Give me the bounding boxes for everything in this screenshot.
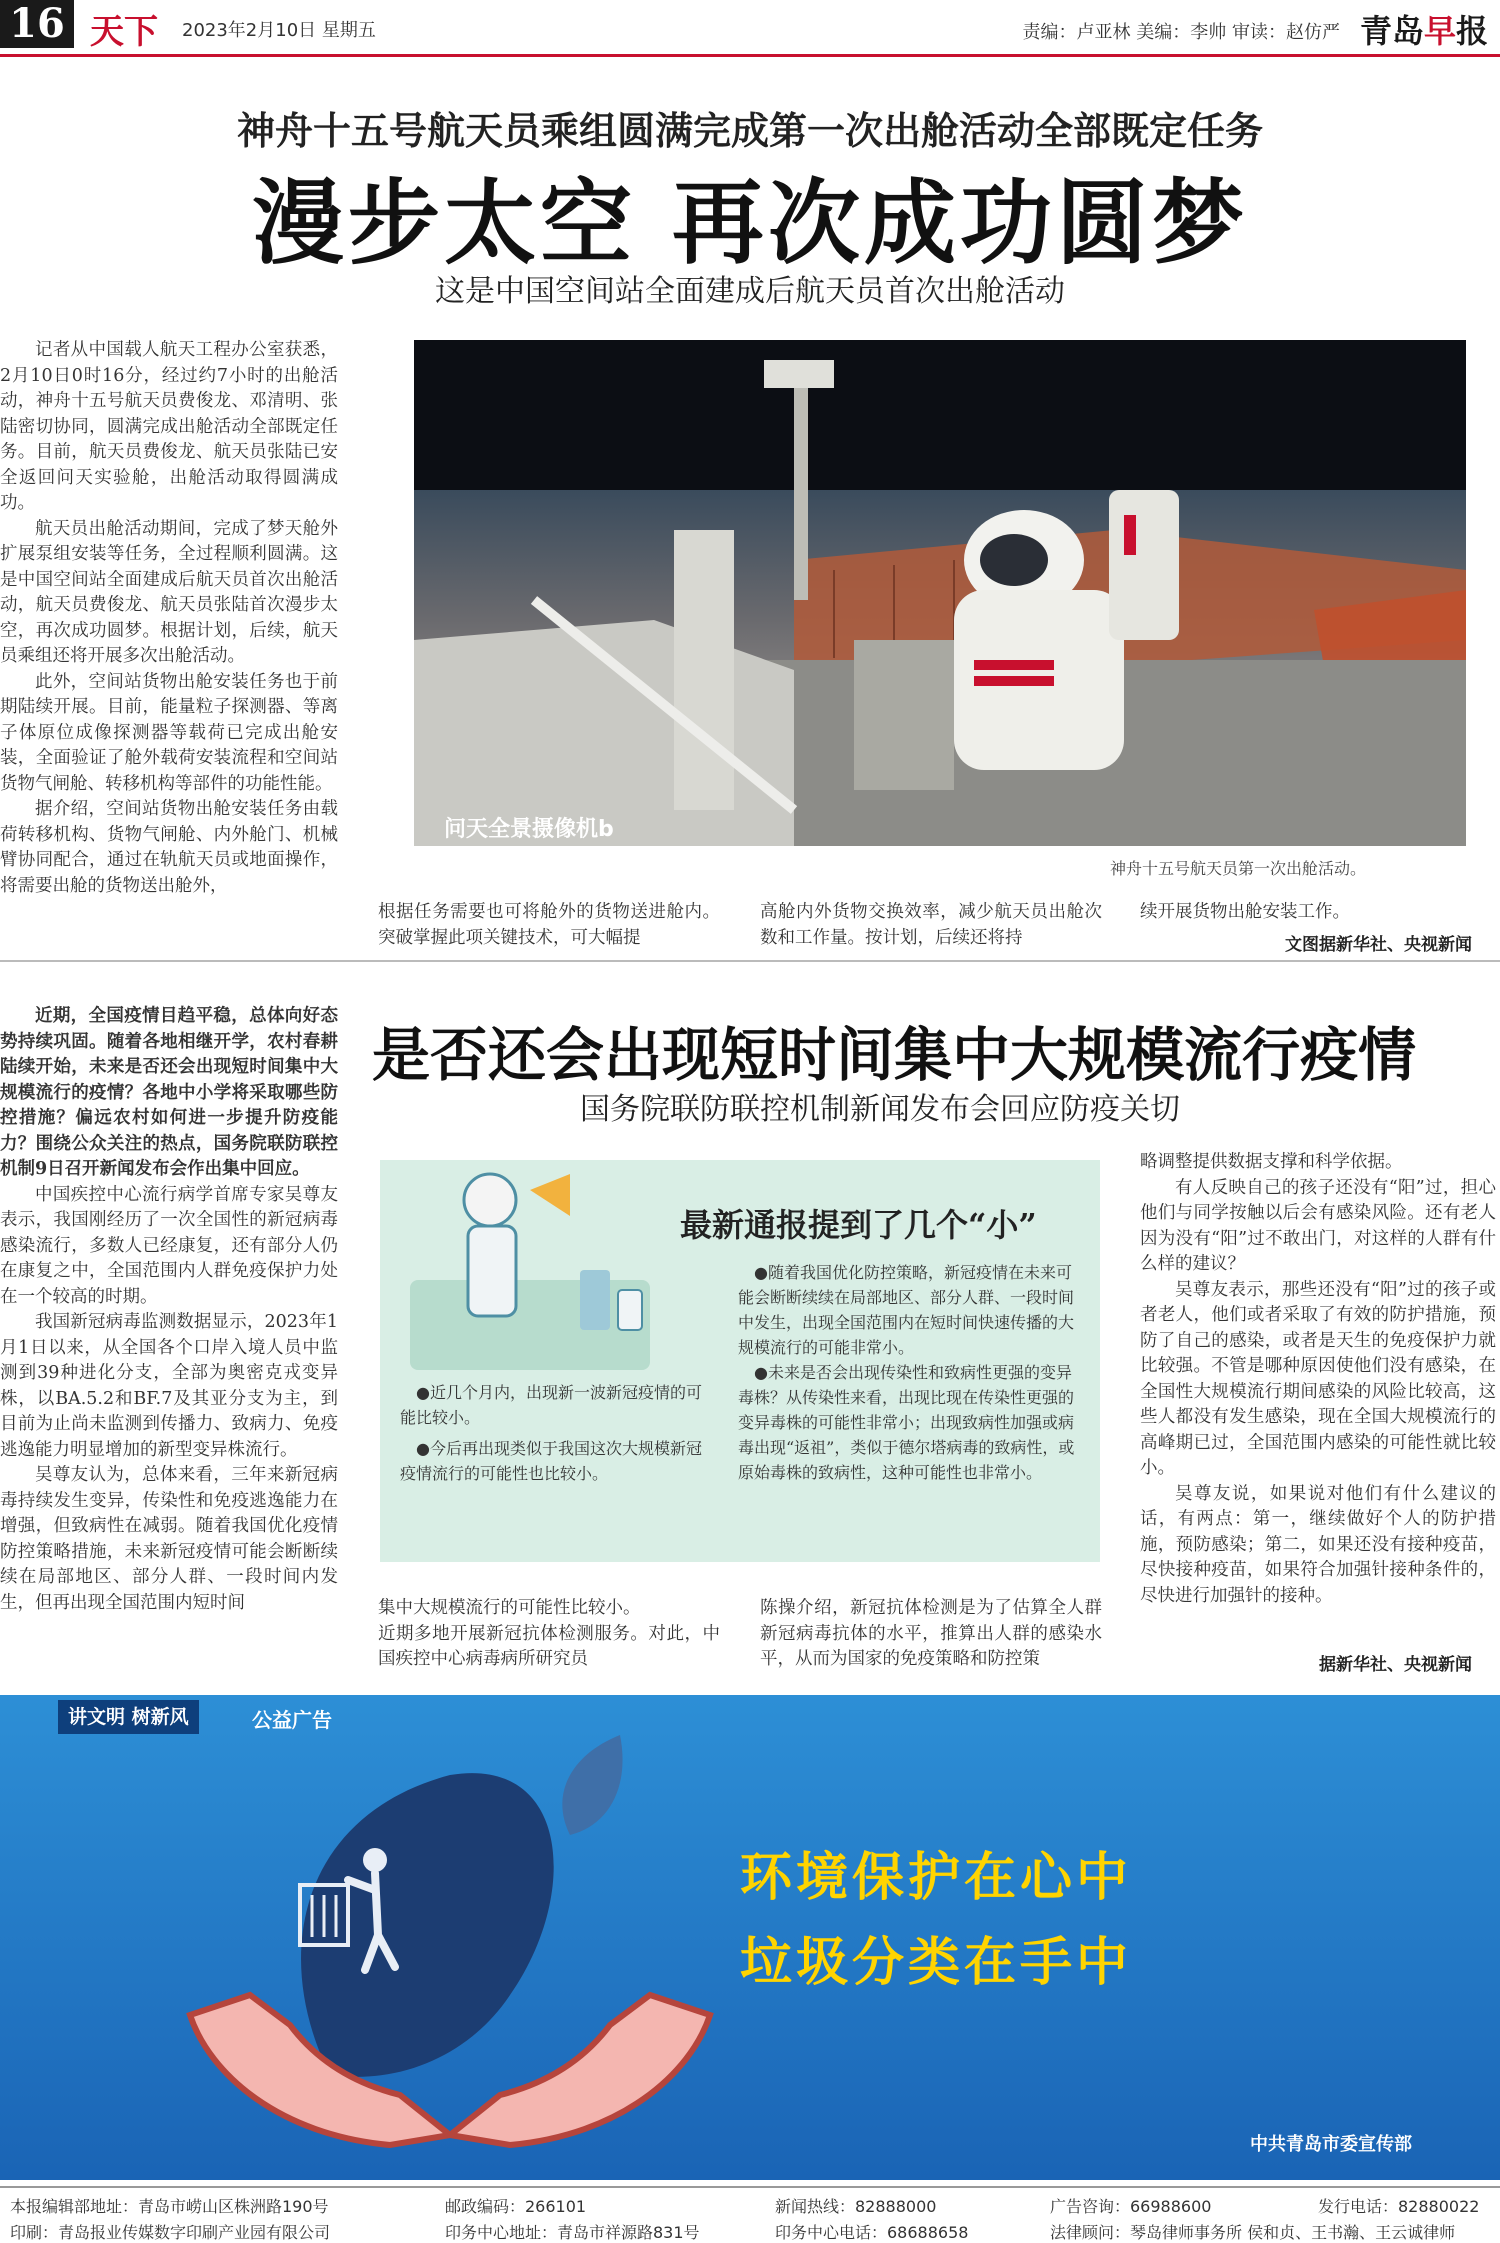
- article2-right-column: [1140, 1150, 1496, 1645]
- article2-right-paragraph: 吴尊友说，如果说对他们有什么建议的话，有两点：第一，继续做好个人的防护措施，预防感染；第二，如果还没有接种疫苗，尽快接种疫苗，如果符合加强针接种条件的，尽快进行加强针的接种。: [1140, 1483, 1496, 1606]
- logo-text-b: 早: [1423, 12, 1456, 50]
- section-divider: [0, 960, 1500, 962]
- footer-address: 本报编辑部地址：青岛市崂山区株洲路190号: [10, 2197, 329, 2216]
- article2-intro: 近期，全国疫情目趋平稳，总体向好态势持续巩固。随着各地相继开学，农村春耕陆续开始，未来是否还会出现短时间集中大规模流行的疫情？各地中小学将采取哪些防控措施？偏远农村如何进一步提升防疫能力？围绕公众关注的热点，国务院联防联控机制9日召开新闻发布会作出集中回应。: [0, 1006, 338, 1179]
- ad-tag-secondary: 公益广告: [252, 1708, 332, 1732]
- info-box-title: 最新通报提到了几个“小”: [680, 1206, 1037, 1244]
- ad-organization: 中共青岛市委宣传部: [1250, 2134, 1412, 2155]
- info-box-item: ●今后再出现类似于我国这次大规模新冠疫情流行的可能性也比较小。: [400, 1439, 702, 1483]
- editor-credits: 责编：卢亚林 美编：李帅 审读：赵仿严: [1022, 22, 1340, 43]
- logo-text-c: 报: [1455, 12, 1488, 50]
- article1-credit: 文图据新华社、央视新闻: [1285, 935, 1472, 955]
- footer-print-phone: 印务中心电话：68688658: [775, 2223, 969, 2242]
- footer-postcode: 邮政编码：266101: [445, 2197, 587, 2216]
- article2-right-paragraph: 有人反映自己的孩子还没有“阳”过，担心他们与同学按触以后会有感染风险。还有老人因为没有“阳”过不敢出门，对这样的人群有什么样的建议？: [1140, 1177, 1496, 1274]
- article1-column: [0, 338, 338, 958]
- article1-bottom-col2: 高舱内外货物交换效率，减少航天员出舱次数和工作量。按计划，后续还将持: [760, 902, 1102, 948]
- ad-slogan-1: 环境保护在心中: [740, 1848, 1133, 1908]
- footer-rule: [0, 2186, 1500, 2188]
- page-number: 16: [0, 0, 74, 48]
- article2-right-paragraph: 略调整提供数据支撑和科学依据。: [1140, 1152, 1403, 1172]
- photo-overlay-label: 问天全景摄像机b: [444, 817, 614, 842]
- health-worker-illustration: [380, 1160, 680, 1380]
- article2-bottom-col1: 集中大规模流行的可能性比较小。 近期多地开展新冠抗体检测服务。对此，中国疾控中心病毒病所研究员: [378, 1598, 720, 1669]
- info-box-item: ●未来是否会出现传染性和致病性更强的变异毒株？从传染性来看，出现比现在传染性更强的变异毒株的可能性非常小；出现致病性加强或病毒出现“返祖”，类似于德尔塔病毒的致病性，或原始毒株的致病性，这种可能性也非常小。: [738, 1363, 1075, 1482]
- footer-distribution: 发行电话：82880022: [1318, 2197, 1480, 2216]
- article2-right-paragraph: 吴尊友表示，那些还没有“阳”过的孩子或者老人，他们或者采取了有效的防护措施，预防了自己的感染，或者是天生的免疫保护力就比较强。不管是哪种原因使他们没有感染，在全国性大规模流行期间感染的风险比较高，这些人都没有发生感染，现在全国大规模流行的高峰期已过，全国范围内感染的可能性就比较小。: [1140, 1279, 1496, 1478]
- article1-bottom-col1: 根据任务需要也可将舱外的货物送进舱内。突破掌握此项关键技术，可大幅提: [378, 902, 720, 948]
- issue-date: 2023年2月10日 星期五: [182, 20, 376, 41]
- article2-subhead: 国务院联防联控机制新闻发布会回应防疫关切: [580, 1092, 1180, 1127]
- article2-paragraph: 中国疾控中心流行病学首席专家吴尊友表示，我国刚经历了一次全国性的新冠病毒感染流行，多数人已经康复，还有部分人仍在康复之中，全国范围内人群免疫保护力处在一个较高的时期。: [0, 1184, 338, 1307]
- top-rule: [0, 54, 1500, 57]
- section-name: 天下: [90, 12, 158, 52]
- footer-ad-contact: 广告咨询：66988600: [1050, 2197, 1212, 2216]
- article2-headline: 是否还会出现短时间集中大规模流行疫情: [372, 1021, 1417, 1089]
- info-box-right-items: [738, 1260, 1080, 1485]
- info-box-left-items: [400, 1380, 705, 1486]
- article2-left-column: [0, 1004, 338, 1674]
- photo-caption: 神舟十五号航天员第一次出舱活动。: [1110, 859, 1367, 878]
- ad-slogan-2: 垃圾分类在手中: [740, 1933, 1133, 1993]
- newspaper-logo: [1360, 6, 1488, 52]
- info-box-item: ●近几个月内，出现新一波新冠疫情的可能比较小。: [400, 1383, 702, 1427]
- article1-subhead: 这是中国空间站全面建成后航天员首次出舱活动: [435, 274, 1065, 309]
- article2-credit: 据新华社、央视新闻: [1319, 1655, 1472, 1675]
- article2-paragraph: 我国新冠病毒监测数据显示，2023年1月1日以来，从全国各个口岸入境人员中监测到39种进化分支，全部为奥密克戎变异株，以BA.5.2和BF.7及其亚分支为主，到目前为止尚未监测到传播力、致病力、免疫逃逸能力明显增加的新型变异株流行。: [0, 1312, 338, 1460]
- article1-paragraph: 记者从中国载人航天工程办公室获悉，2月10日0时16分，经过约7小时的出舱活动，神舟十五号航天员费俊龙、邓清明、张陆密切协同，圆满完成出舱活动全部既定任务。目前，航天员费俊龙、航天员张陆已安全返回问天实验舱，出舱活动取得圆满成功。: [0, 340, 338, 513]
- article2-bottom-col2: 陈操介绍，新冠抗体检测是为了估算全人群新冠病毒抗体的水平，推算出人群的感染水平，从而为国家的免疫策略和防控策: [760, 1598, 1102, 1669]
- article2-paragraph: 吴尊友认为，总体来看，三年来新冠病毒持续发生变异，传染性和免疫逃逸能力在增强，但致病性在减弱。随着我国优化疫情防控策略措施，未来新冠疫情可能会断断续续在局部地区、部分人群、一段时间内发生，但再出现全国范围内短时间: [0, 1465, 338, 1613]
- article1-bottom-col3: 续开展货物出舱安装工作。: [1140, 902, 1350, 922]
- ad-tag: 讲文明 树新风: [58, 1700, 199, 1734]
- footer-printer: 印刷：青岛报业传媒数字印刷产业园有限公司: [10, 2223, 331, 2242]
- article1-paragraph: 据介绍，空间站货物出舱安装任务由载荷转移机构、货物气闸舱、内外舱门、机械臂协同配合，通过在轨航天员或地面操作，将需要出舱的货物送出舱外，: [0, 799, 338, 896]
- footer-news-hotline: 新闻热线：82888000: [775, 2197, 937, 2216]
- article1-kicker: 神舟十五号航天员乘组圆满完成第一次出舱活动全部既定任务: [236, 108, 1263, 153]
- spacewalk-photo: [414, 340, 1466, 846]
- footer-print-address: 印务中心地址：青岛市祥源路831号: [445, 2223, 700, 2242]
- article1-paragraph: 航天员出舱活动期间，完成了梦天舱外扩展泵组安装等任务，全过程顺利圆满。这是中国空间站全面建成后航天员首次出舱活动，航天员费俊龙、航天员张陆首次漫步太空，再次成功圆梦。根据计划，后续，航天员乘组还将开展多次出舱活动。: [0, 518, 338, 666]
- article1-headline: 漫步太空 再次成功圆梦: [251, 169, 1249, 277]
- footer-legal: 法律顾问：琴岛律师事务所 侯和贞、王书瀚、王云诚律师: [1050, 2223, 1456, 2242]
- article1-paragraph: 此外，空间站货物出舱安装任务也于前期陆续开展。目前，能量粒子探测器、等离子体原位成像探测器等载荷已完成出舱安装，全面验证了舱外载荷安装流程和空间站货物气闸舱、转移机构等部件的功能性能。: [0, 671, 338, 794]
- logo-text-a: 青岛: [1359, 12, 1424, 50]
- info-box-item: ●随着我国优化防控策略，新冠疫情在未来可能会断断续续在局部地区、部分人群、一段时间中发生，出现全国范围内在短时间快速传播的大规模流行的可能非常小。: [738, 1263, 1075, 1357]
